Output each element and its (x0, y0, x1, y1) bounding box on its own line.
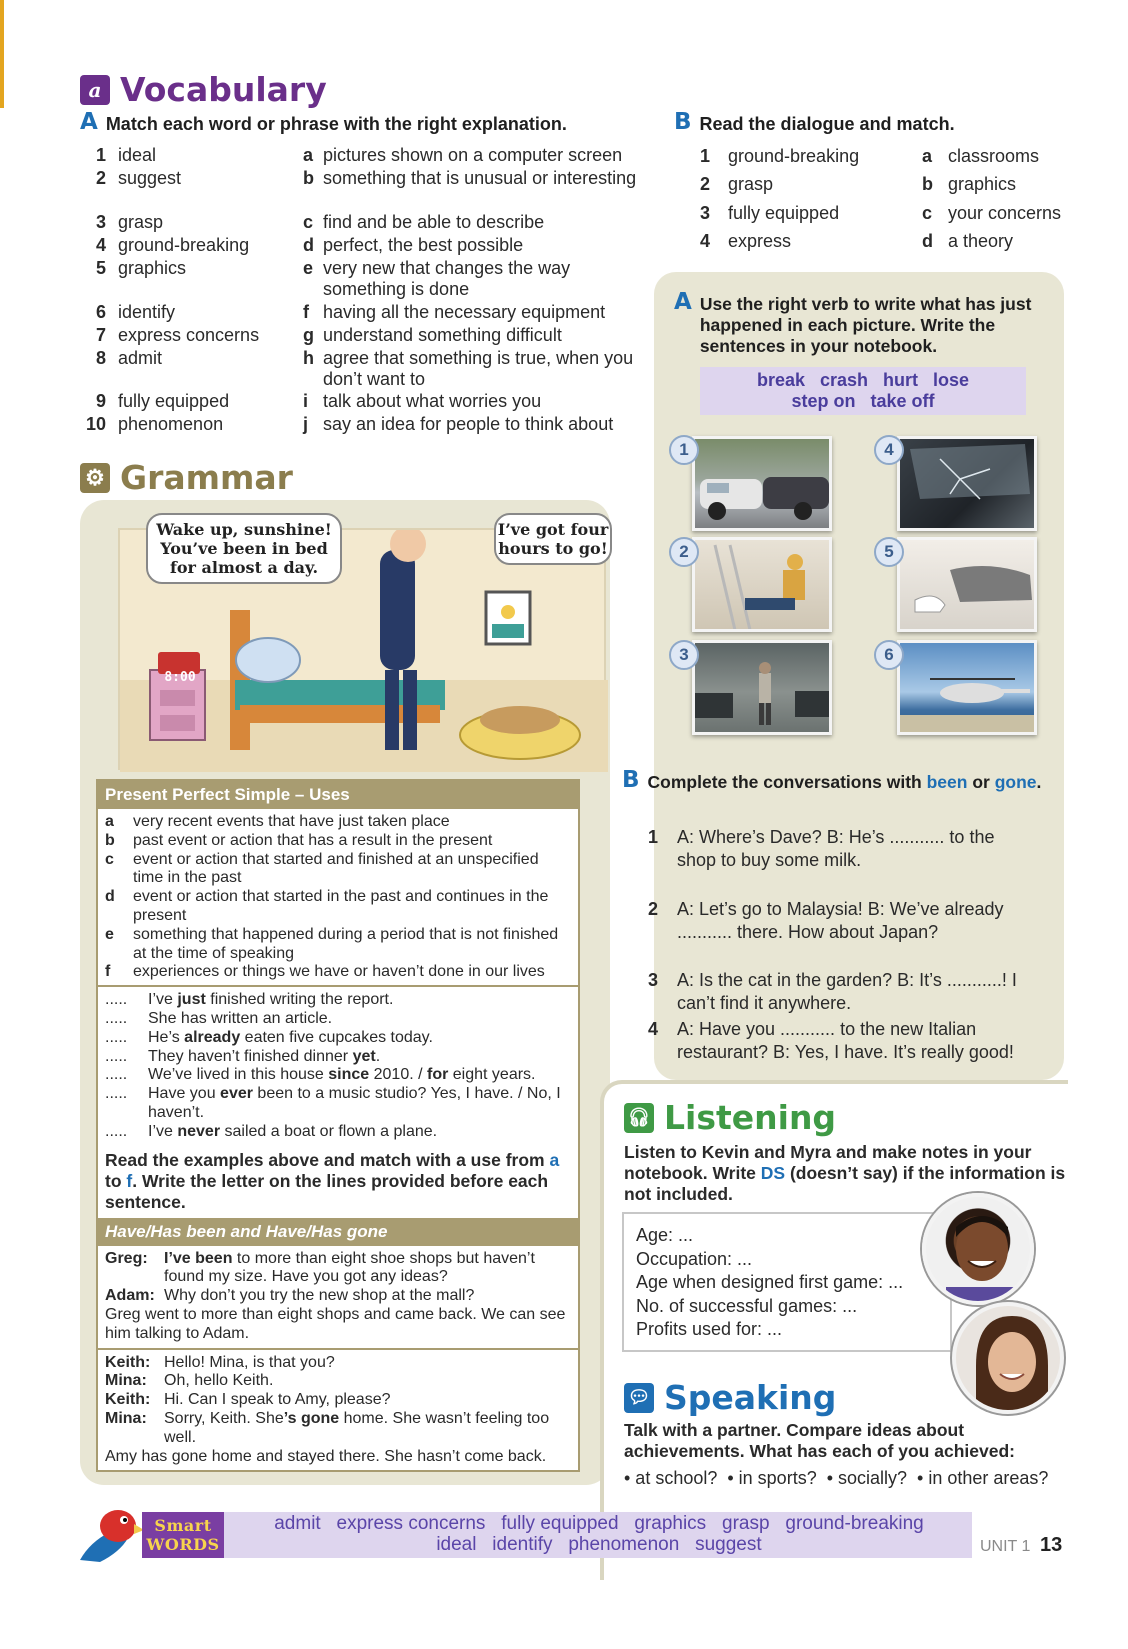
use-letter: c (105, 850, 114, 868)
examples-list (98, 987, 578, 1146)
highlight-word: gone (994, 772, 1037, 792)
avatar-kevin (922, 1193, 1034, 1305)
conversation-text: A: Is the cat in the garden? B: It’s ...........! I can’t find it anywhere. (677, 970, 1017, 1013)
dialogue-line (98, 1410, 578, 1448)
dialogue-line (98, 1287, 578, 1306)
conversation-item (648, 1018, 1038, 1088)
item-number: 2 (700, 174, 711, 194)
note-line: Age: ... (636, 1225, 694, 1245)
task-letter: B (674, 109, 692, 135)
ds-abbreviation: DS (760, 1163, 786, 1183)
row-key: ..... (105, 1122, 128, 1140)
row-key: Keith: (105, 1353, 151, 1371)
row-text: finished writing the report. (205, 991, 394, 1009)
speaking-title: Speaking (664, 1378, 837, 1417)
headphones-icon: 🎧︎ (624, 1103, 654, 1133)
task-text: Use the right verb to write what has just happened in each picture. Write the sentences in your notebook. (699, 294, 1032, 356)
word-bank-line: step on take off (791, 391, 935, 411)
dialogue-line (98, 1354, 578, 1373)
item-number: 9 (95, 391, 106, 411)
row-key: Mina: (105, 1372, 147, 1390)
grammar-title: Grammar (120, 458, 293, 497)
task-letter: A (80, 109, 98, 135)
example-row (98, 991, 578, 1010)
row-key: ..... (105, 1009, 128, 1027)
row-text: I’ve (148, 991, 178, 1009)
item-number: 1 (648, 827, 659, 847)
word-bank (700, 367, 1026, 415)
row-text: They haven’t finished dinner (148, 1047, 353, 1065)
instruction-letter: f (126, 1170, 133, 1191)
example-row (98, 1048, 578, 1067)
use-row (98, 926, 578, 964)
grammar-heading (80, 458, 293, 497)
vocab-word: ideal (118, 145, 157, 165)
picture-number-badge: 3 (669, 640, 699, 670)
task-text-part: Complete the conversations with (647, 772, 927, 792)
item-number: 2 (648, 899, 659, 919)
conversation-item (648, 826, 1038, 896)
vocab-word: graphics (118, 258, 187, 278)
task-text-part: . (1036, 772, 1042, 792)
photo-helicopter (897, 640, 1037, 735)
uses-table-title: Present Perfect Simple – Uses (98, 781, 578, 809)
conversation-text: A: Have you ........... to the new Italian restaurant? B: Yes, I have. It’s really good! (677, 1019, 1014, 1062)
definition-letter: c (303, 212, 314, 232)
row-text: sailed a boat or flown a plane. (220, 1122, 438, 1140)
vocabulary-heading (80, 70, 327, 109)
use-row (98, 888, 578, 926)
instruction-part: Read the examples above and match with a use from (105, 1149, 550, 1170)
picture-number-badge: 6 (874, 640, 904, 670)
definition-letter: g (303, 325, 314, 345)
task-text (648, 770, 1042, 793)
a-letter-icon: a (80, 75, 110, 105)
item-number: 6 (95, 302, 106, 322)
uses-table (96, 779, 580, 1472)
alarm-clock-display: 8:00 (164, 670, 196, 685)
definition-text: agree that something is true, when you don’t want to (323, 348, 634, 389)
speech-bubbles-icon: 💬︎ (624, 1383, 654, 1413)
vocab-word: grasp (118, 212, 164, 232)
example-row (98, 1029, 578, 1048)
vocab-word: suggest (118, 168, 182, 188)
dialogue-line (98, 1250, 578, 1288)
vocab-word: phenomenon (118, 414, 224, 434)
row-text: Hi. Can I speak to Amy, please? (164, 1391, 391, 1409)
photo-broken-window (897, 436, 1037, 531)
smart-words-list (226, 1513, 972, 1555)
item-number: 8 (95, 348, 106, 368)
definition-text: perfect, the best possible (323, 235, 524, 255)
parrot-mascot-icon (70, 1502, 144, 1564)
use-letter: a (105, 813, 114, 830)
picture-number-badge: 5 (874, 537, 904, 567)
definition-letter: f (303, 302, 309, 322)
row-text: Have you (148, 1085, 221, 1103)
pair-row (700, 199, 1061, 227)
use-row (98, 832, 578, 851)
bold-keyword: just (177, 991, 206, 1009)
bold-keyword: ’s gone (283, 1409, 340, 1427)
smart-words-line: ideal identify phenomenon suggest (436, 1534, 762, 1555)
vocab-task-a (80, 111, 640, 135)
instruction-part: Listen to Kevin and Myra and make notes in your notebook. Write (624, 1142, 1032, 1183)
conversation-text: A: Let’s go to Malaysia! B: We’ve already ........... there. How about Japan? (677, 899, 1004, 942)
pair-match: a theory (948, 231, 1014, 251)
note-gone: Amy has gone home and stayed there. She hasn’t come back. (105, 1447, 547, 1465)
task-text-part: or (967, 772, 995, 792)
pair-word: grasp (728, 174, 774, 194)
note-been: Greg went to more than eight shops and came back. We can see him talking to Adam. (98, 1306, 578, 1350)
conversations-task (622, 767, 1042, 793)
pair-match: graphics (948, 174, 1017, 194)
vocab-word: identify (118, 302, 176, 322)
left-accent-rule (0, 0, 4, 108)
smart-words-line: admit express concerns fully equipped graphics grasp ground-breaking (274, 1513, 924, 1534)
row-text: home. She wasn’t feeling too well. (164, 1409, 550, 1446)
row-text: Sorry, Keith. She (164, 1409, 284, 1427)
speaking-prompts: • at school? • in sports? • socially? • in other areas? (624, 1468, 1049, 1488)
row-text: We’ve lived in this house (148, 1066, 329, 1084)
row-key: ..... (105, 1085, 128, 1103)
vocab-word: ground-breaking (118, 235, 250, 255)
example-row (98, 1085, 578, 1123)
photo-car-crash (692, 436, 832, 531)
pair-row (700, 171, 1016, 199)
item-number: 4 (95, 235, 106, 255)
item-number: 4 (648, 1019, 659, 1039)
listening-title: Listening (664, 1098, 837, 1137)
bold-keyword: ever (220, 1085, 253, 1103)
pair-row (700, 142, 1039, 170)
vocab-word: express concerns (118, 325, 260, 345)
definition-letter: d (303, 235, 314, 255)
pair-word: express (728, 231, 792, 251)
speaking-heading (624, 1378, 836, 1417)
grammar-instruction (98, 1147, 578, 1218)
example-row (98, 1066, 578, 1085)
picture-number-badge: 1 (669, 435, 699, 465)
vocab-word: fully equipped (118, 391, 230, 411)
picture-number-badge: 4 (874, 435, 904, 465)
instruction-part: . Write the letter on the lines provided before each sentence. (105, 1170, 549, 1212)
vocab-task-b (674, 111, 1074, 135)
row-text: I’ve (148, 1122, 178, 1140)
row-key: Keith: (105, 1391, 151, 1409)
pair-match: classrooms (948, 145, 1040, 166)
note-line: No. of successful games: ... (636, 1295, 858, 1316)
row-text: Oh, hello Keith. (164, 1372, 274, 1390)
picture-number-badge: 2 (669, 537, 699, 567)
example-row (98, 1010, 578, 1029)
use-row (98, 851, 578, 889)
use-text: past event or action that has a result in the present (133, 831, 493, 849)
row-key: ..... (105, 1047, 128, 1065)
item-number: 5 (95, 258, 106, 278)
row-key: Mina: (105, 1409, 147, 1427)
instruction-letter: a (549, 1149, 560, 1170)
instruction-part: (doesn’t say) if the information is not included. (624, 1163, 1066, 1204)
listening-heading (624, 1098, 836, 1137)
row-text: Why don’t you try the new shop at the mall? (164, 1287, 475, 1305)
row-text: eaten five cupcakes today. (240, 1028, 433, 1046)
definition-letter: e (303, 258, 314, 278)
row-text: to more than eight shoe shops but haven’t found my size. Have you got any ideas? (164, 1249, 535, 1286)
definition-text: something that is unusual or interesting (323, 168, 637, 188)
definition-letter: a (303, 145, 314, 165)
page-number: 13 (1040, 1534, 1063, 1556)
row-text: 2010. / (369, 1066, 427, 1084)
pair-letter: b (922, 174, 933, 194)
row-key: Greg: (105, 1249, 148, 1267)
item-number: 1 (95, 145, 106, 165)
vocabulary-title: Vocabulary (120, 70, 327, 109)
speaking-instruction: Talk with a partner. Compare ideas about achievements. What has each of you achieved: (624, 1420, 1015, 1461)
row-text: Hello! Mina, is that you? (164, 1353, 335, 1371)
use-letter: b (105, 831, 115, 849)
row-key: ..... (105, 1066, 128, 1084)
instruction-part: to (105, 1170, 127, 1191)
dialogue-greg-adam (98, 1246, 578, 1306)
bold-keyword: I’ve been (164, 1249, 233, 1267)
item-number: 1 (700, 145, 711, 166)
definition-letter: h (303, 348, 314, 368)
row-text: He’s (148, 1028, 185, 1046)
use-text: experiences or things we have or haven’t done in our lives (133, 963, 545, 981)
definition-text: very new that changes the way something is done (323, 258, 571, 299)
pair-letter: d (922, 231, 933, 251)
row-key: Adam: (105, 1287, 155, 1305)
bold-keyword: for (427, 1066, 449, 1084)
definition-text: say an idea for people to think about (323, 414, 614, 434)
word-bank-line: break crash hurt lose (756, 370, 970, 390)
speech-bubble-right: I’ve got four hours to go! (494, 513, 612, 565)
dialogue-keith-mina (98, 1350, 578, 1448)
definition-text: having all the necessary equipment (323, 302, 606, 322)
note-line: Profits used for: ... (636, 1319, 783, 1339)
definition-text: pictures shown on a computer screen (323, 145, 623, 165)
vocab-word: admit (118, 348, 163, 368)
row-key: ..... (105, 991, 128, 1009)
row-text: been to a music studio? Yes, I have. / No, I haven’t. (148, 1085, 561, 1121)
task-letter: B (622, 767, 640, 793)
bold-keyword: yet (352, 1047, 376, 1065)
speech-bubble-left: Wake up, sunshine! You’ve been in bed for almost a day. (146, 513, 342, 584)
smart-words-label-line: Smart (154, 1516, 212, 1535)
row-text: . (375, 1047, 381, 1065)
use-text: very recent events that have just taken place (133, 813, 450, 830)
use-letter: e (105, 925, 114, 943)
use-text: something that happened during a period that is not finished at the time of speaking (133, 925, 559, 962)
uses-list (98, 809, 578, 987)
item-number: 3 (95, 212, 106, 232)
pair-row (700, 228, 1013, 256)
dialogue-line (98, 1391, 578, 1410)
smart-words-label-line: WORDS (146, 1535, 220, 1554)
item-number: 10 (85, 414, 106, 434)
bold-keyword: since (328, 1066, 370, 1084)
listening-notes (622, 1212, 952, 1352)
photo-parking-garage (692, 640, 832, 735)
pair-letter: a (922, 145, 933, 166)
use-row (98, 813, 578, 832)
row-key: ..... (105, 1028, 128, 1046)
been-gone-title: Have/Has been and Have/Has gone (98, 1218, 578, 1246)
definition-letter: b (303, 168, 314, 188)
use-row (98, 963, 578, 982)
use-text: event or action that started and finished at an unspecified time in the past (133, 850, 539, 887)
bold-keyword: never (177, 1122, 221, 1140)
photo-hurt-worker (692, 537, 832, 632)
item-number: 3 (700, 202, 711, 223)
task-text: Match each word or phrase with the right explanation. (105, 114, 567, 134)
row-text: She has written an article. (148, 1009, 333, 1027)
item-number: 7 (95, 325, 106, 345)
use-letter: f (105, 963, 111, 981)
item-number: 3 (648, 970, 659, 990)
definition-text: talk about what worries you (323, 391, 542, 411)
definition-letter: i (303, 391, 309, 411)
note-line: Occupation: ... (636, 1248, 753, 1269)
item-number: 4 (700, 231, 711, 251)
verbs-task (674, 289, 1044, 357)
unit-label: UNIT 1 (980, 1538, 1031, 1555)
photo-shoe-step (897, 537, 1037, 632)
highlight-word: been (926, 772, 968, 792)
definition-letter: j (303, 414, 309, 434)
pair-word: fully equipped (728, 202, 840, 223)
pair-match: your concerns (948, 202, 1062, 223)
conversation-item (648, 898, 1038, 968)
avatar-myra (952, 1302, 1064, 1414)
task-letter: A (674, 289, 692, 315)
listening-instruction (624, 1142, 1069, 1205)
definition-text: find and be able to describe (323, 212, 545, 232)
task-text: Read the dialogue and match. (699, 114, 955, 134)
pair-word: ground-breaking (728, 145, 860, 166)
example-row (98, 1123, 578, 1142)
conversation-text: A: Where’s Dave? B: He’s ........... to the shop to buy some milk. (677, 827, 995, 870)
note-line: Age when designed first game: ... (636, 1272, 904, 1292)
use-text: event or action that started in the past and continues in the present (133, 888, 549, 924)
row-text: eight years. (448, 1066, 536, 1084)
definition-text: understand something difficult (323, 325, 562, 345)
gear-icon: ⚙ (80, 463, 110, 493)
use-letter: d (105, 888, 115, 906)
item-number: 2 (95, 168, 106, 188)
dialogue-line (98, 1372, 578, 1391)
pair-letter: c (922, 202, 933, 223)
bold-keyword: already (184, 1028, 241, 1046)
smart-words-label (142, 1512, 224, 1558)
